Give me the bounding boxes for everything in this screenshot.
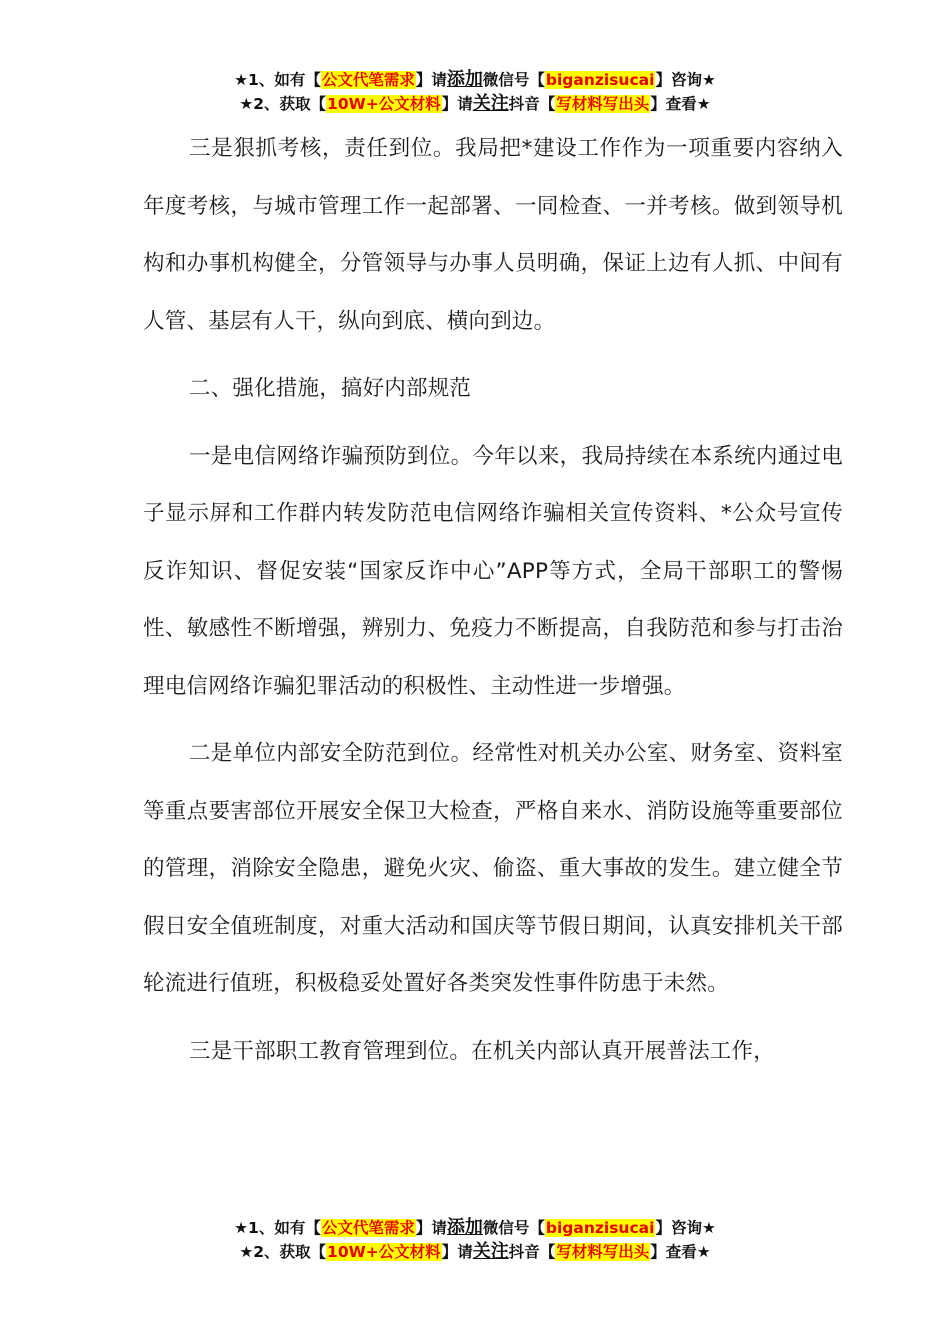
banner-text: 微信号【 [482,1219,545,1237]
banner-text: 】查看★ [650,95,711,113]
banner-text: 】咨询★ [655,71,716,89]
banner-text: 抖音【 [508,95,556,113]
banner-line-2 [0,1240,950,1264]
banner-emphasis: 添加 [446,69,483,90]
paragraph: 三是狠抓考核，责任到位。我局把*建设工作作为一项重要内容纳入年度考核，与城市管理工作一起部署、一同检查、一并考核。做到领导机构和办事机构健全，分管领导与办事人员明确，保证上边有人抓、中间有人管、基层有人干，纵向到底、横向到边。 [143,136,843,334]
banner-line-1 [0,68,950,92]
banner-wechat-id: biganzisucai [545,1219,655,1237]
banner-text: ★1、如有【 [234,71,321,89]
banner-emphasis: 关注 [472,1241,509,1262]
section-heading: 二、强化措施，搞好内部规范 [189,376,472,401]
banner-text: ★2、获取【 [239,1243,327,1261]
banner-text: 】请 [441,1243,473,1261]
paragraph: 二是单位内部安全防范到位。经常性对机关办公室、财务室、资料室等重点要害部位开展安全保卫大检查，严格自来水、消防设施等重要部位的管理，消除安全隐患，避免火灾、偷盗、重大事故的发生。建立健全节假日安全值班制度，对重大活动和国庆等节假日期间，认真安排机关干部轮流进行值班，积极稳妥处置好各类突发性事件防患于未然。 [143,741,843,996]
banner-highlight: 10W+公文材料 [327,1243,441,1261]
banner-highlight: 公文代笔需求 [321,1219,415,1237]
paragraph: 一是电信网络诈骗预防到位。今年以来，我局持续在本系统内通过电子显示屏和工作群内转发防范电信网络诈骗相关宣传资料、*公众号宣传反诈知识、督促安装“国家反诈中心”APP等方式，全局干部职工的警惕性、敏感性不断增强，辨别力、免疫力不断提高，自我防范和参与打击治理电信网络诈骗犯罪活动的积极性、主动性进一步增强。 [143,443,843,699]
banner-douyin-id: 写材料写出头 [556,95,650,113]
document-body [143,120,843,1080]
banner-text: 】请 [441,95,473,113]
paragraph: 三是干部职工教育管理到位。在机关内部认真开展普法工作， [189,1038,775,1064]
banner-text: ★1、如有【 [234,1219,321,1237]
banner-emphasis: 添加 [446,1217,483,1238]
banner-highlight: 公文代笔需求 [321,71,415,89]
banner-text: 】咨询★ [655,1219,716,1237]
banner-text: 抖音【 [508,1243,556,1261]
banner-highlight: 10W+公文材料 [327,95,441,113]
banner-text: 微信号【 [482,71,545,89]
banner-line-1 [0,1216,950,1240]
banner-douyin-id: 写材料写出头 [556,1243,650,1261]
banner-line-2 [0,92,950,116]
banner-wechat-id: biganzisucai [545,71,655,89]
banner-text: 】请 [415,71,447,89]
header-banner [0,68,950,116]
footer-banner [0,1216,950,1264]
banner-text: 】请 [415,1219,447,1237]
banner-text: 】查看★ [650,1243,711,1261]
banner-emphasis: 关注 [472,93,509,114]
banner-text: ★2、获取【 [239,95,327,113]
